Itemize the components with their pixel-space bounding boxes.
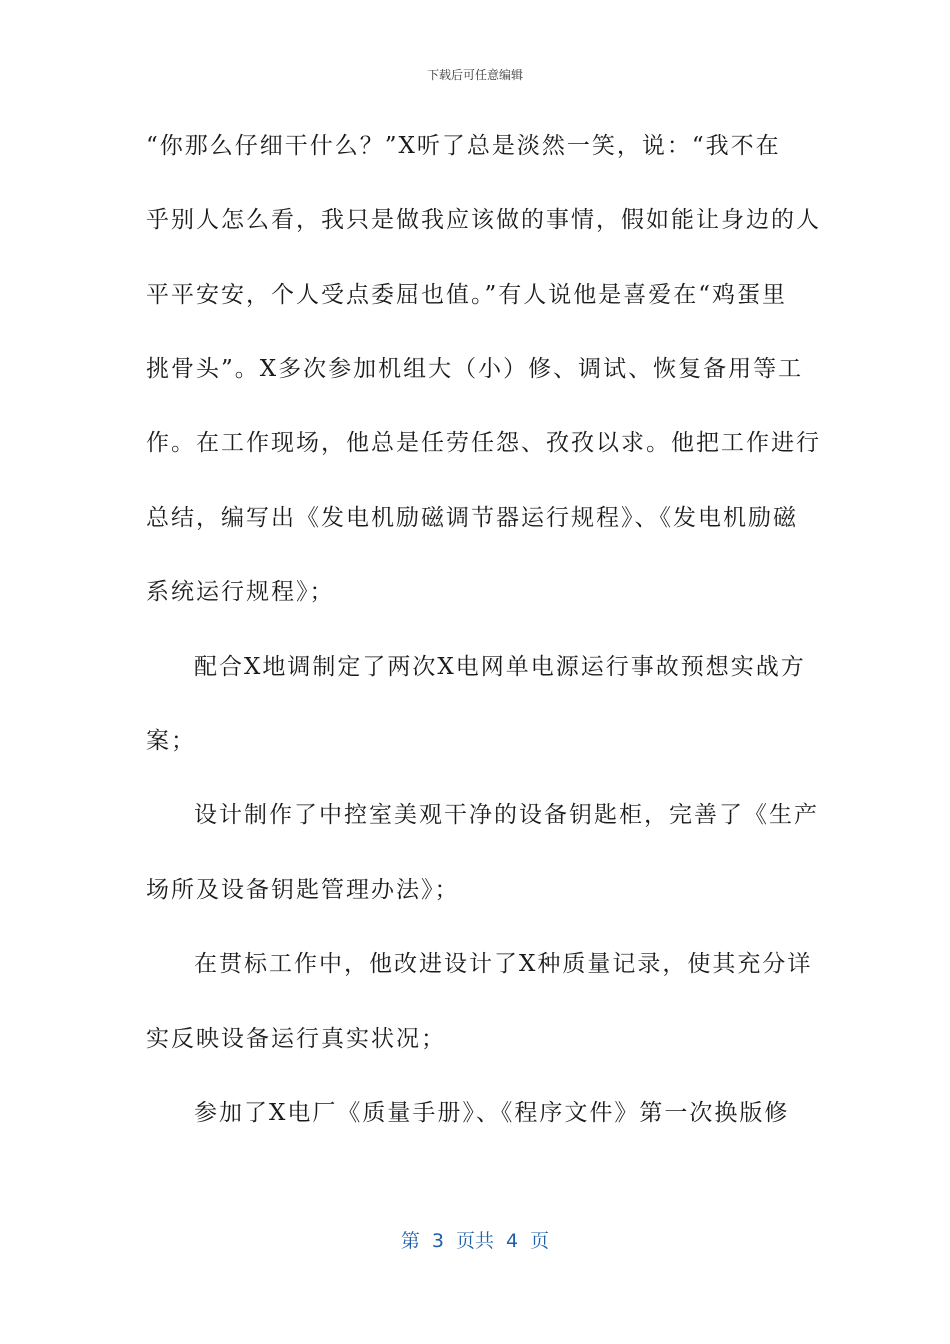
body-text-line: 乎别人怎么看，我只是做我应该做的事情，假如能让身边的人 — [146, 207, 821, 233]
paragraph-first-line: 参加了X电厂《质量手册》、《程序文件》第一次换版修 — [194, 1100, 790, 1126]
body-text-line: 作。在工作现场，他总是任劳任怨、孜孜以求。他把工作进行 — [146, 430, 821, 456]
body-text-line: 挑骨头”。X多次参加机组大（小）修、调试、恢复备用等工 — [146, 356, 804, 382]
body-text-line: 场所及设备钥匙管理办法》； — [146, 877, 460, 903]
body-text-line: 平平安安，个人受点委屈也值。”有人说他是喜爱在“鸡蛋里 — [146, 282, 788, 308]
page-header: 下载后可任意编辑 — [426, 68, 523, 82]
body-text-line: “你那么仔细干什么？”X听了总是淡然一笑，说：“我不在 — [146, 133, 781, 159]
paragraph-first-line: 在贯标工作中，他改进设计了X种质量记录，使其充分详 — [194, 951, 813, 977]
body-text-line: 实反映设备运行真实状况； — [146, 1026, 446, 1052]
body-text-line: 系统运行规程》； — [146, 579, 335, 605]
page-number-footer: 第 3 页共 4 页 — [400, 1230, 550, 1252]
body-text-line: 案； — [146, 728, 196, 754]
paragraph-first-line: 配合X地调制定了两次X电网单电源运行事故预想实战方 — [194, 654, 806, 680]
paragraph-first-line: 设计制作了中控室美观干净的设备钥匙柜，完善了《生产 — [194, 802, 819, 828]
body-text-line: 总结，编写出《发电机励磁调节器运行规程》、《发电机励磁 — [146, 505, 798, 531]
